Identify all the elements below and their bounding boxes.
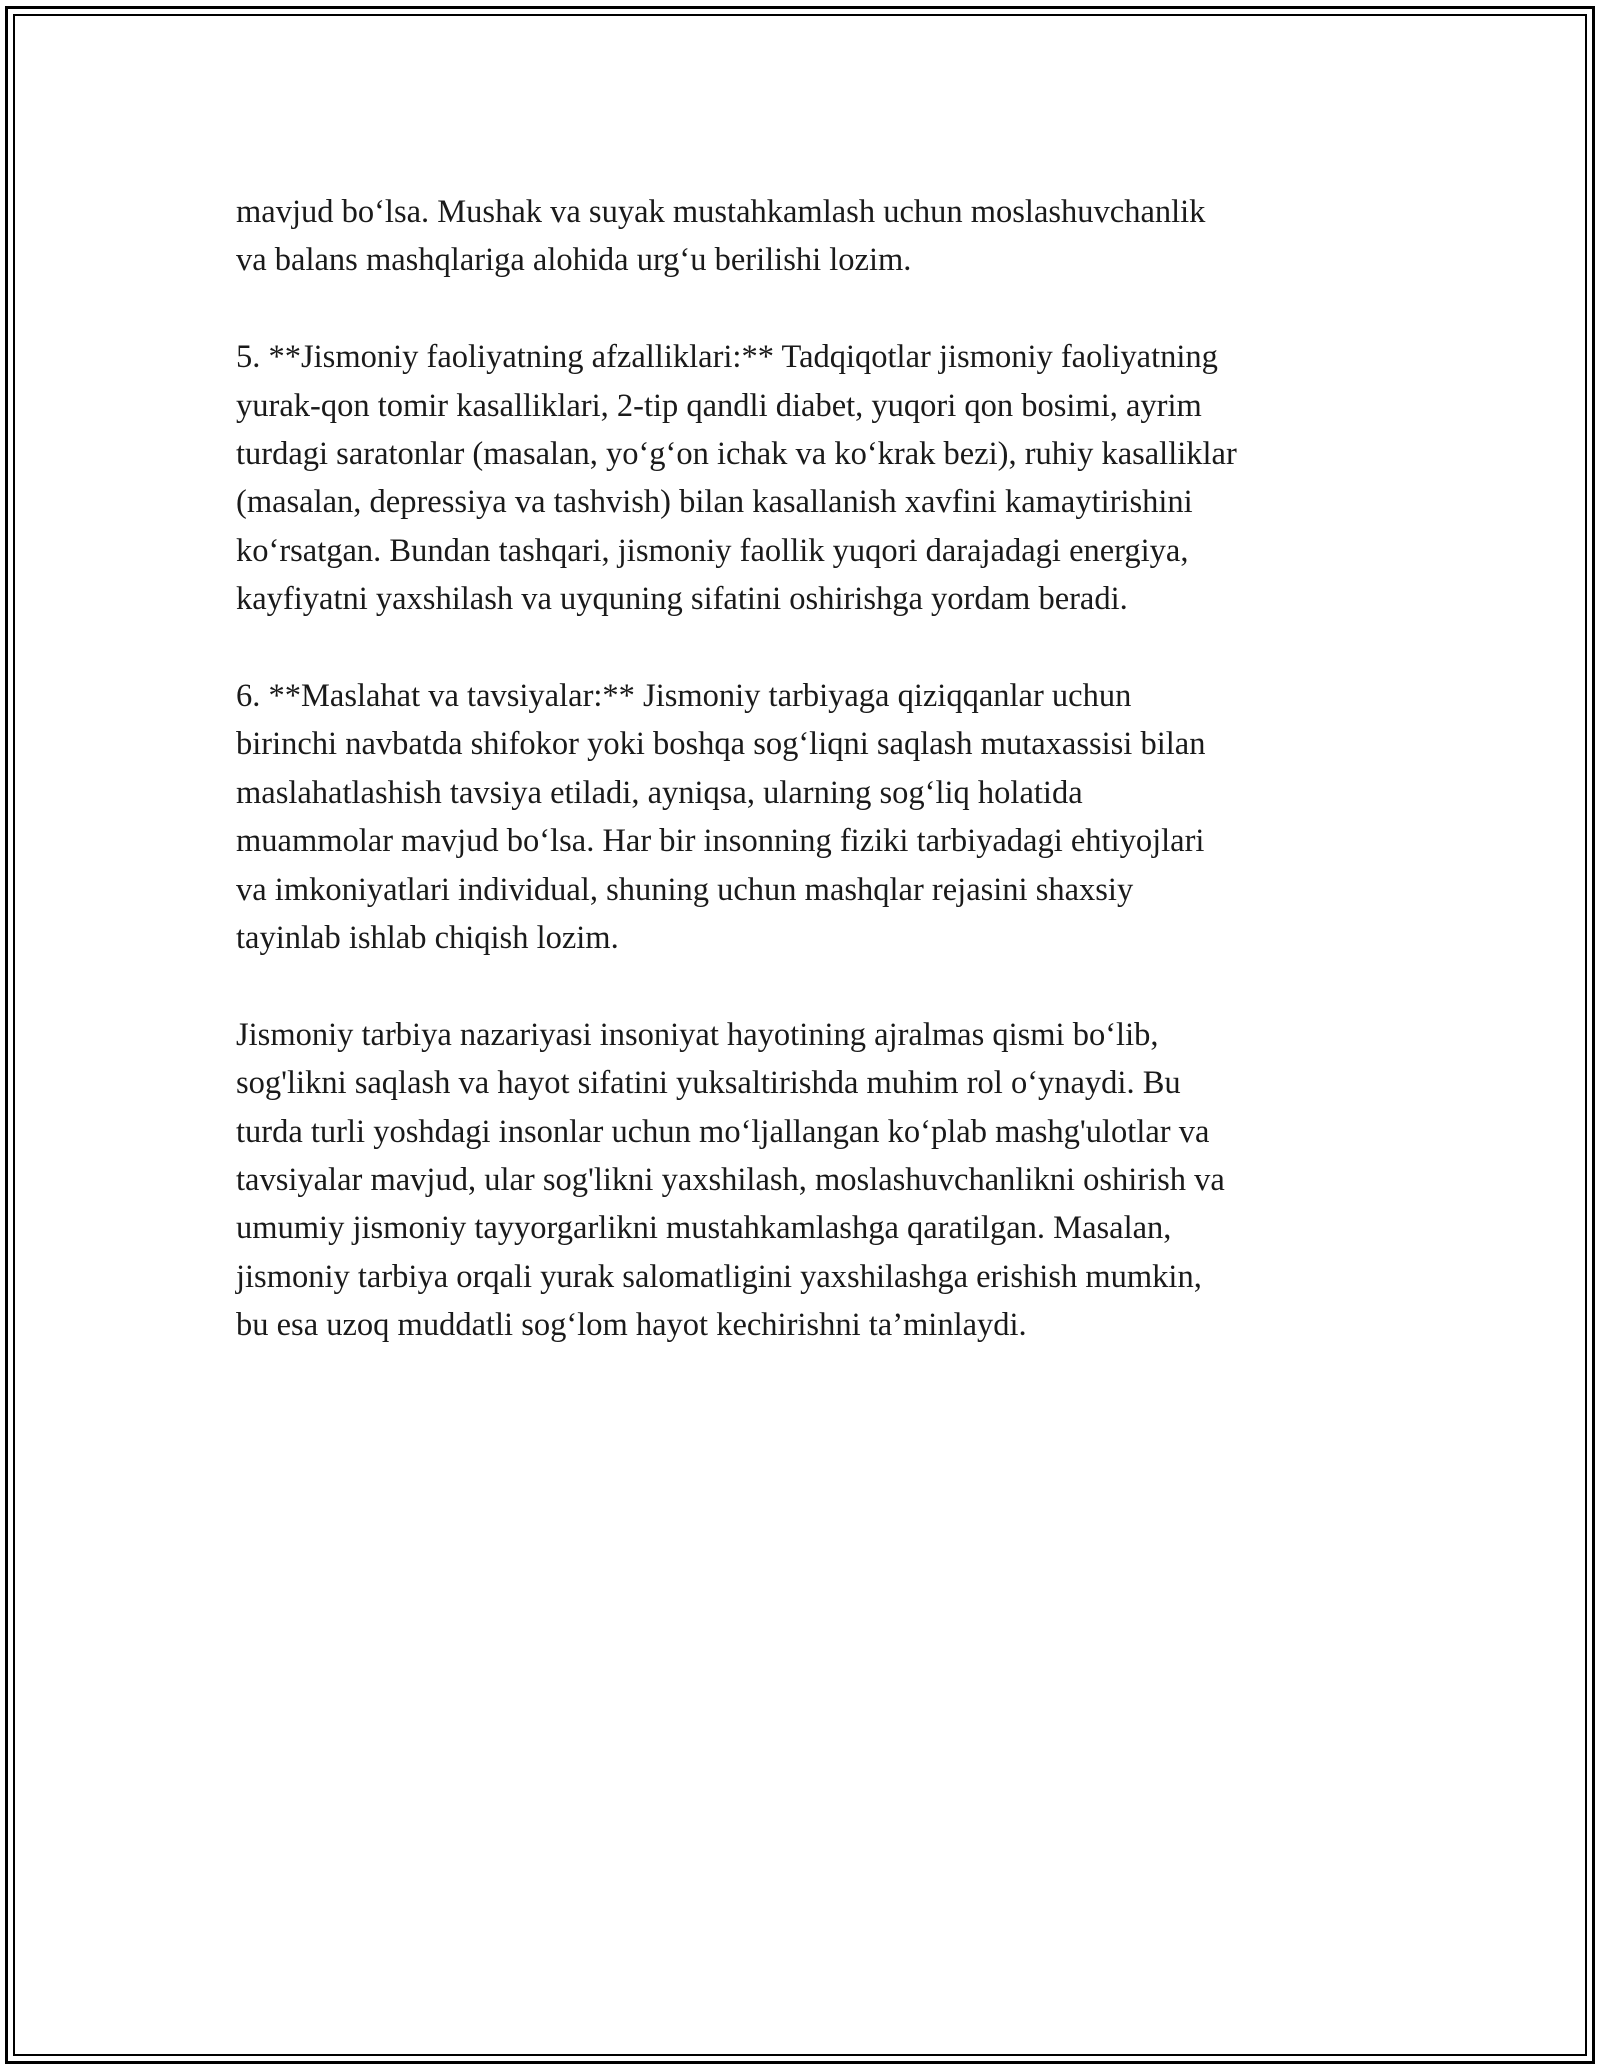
paragraph-item-5 [236,333,1386,623]
text-line: 5. **Jismoniy faoliyatning afzalliklari:** Tadqiqotlar jismoniy faoliyatning [236,339,1218,376]
paragraph-continuation [236,188,1386,285]
text-line: ko‘rsatgan. Bundan tashqari, jismoniy faollik yuqori darajadagi energiya, [236,532,1189,569]
text-line: Jismoniy tarbiya nazariyasi insoniyat hayotining ajralmas qismi bo‘lib, [236,1016,1159,1053]
text-line: tayinlab ishlab chiqish lozim. [236,920,619,957]
text-line: va balans mashqlariga alohida urg‘u berilishi lozim. [236,242,912,279]
text-line: 6. **Maslahat va tavsiyalar:** Jismoniy tarbiyaga qiziqqanlar uchun [236,678,1132,715]
text-line: tavsiyalar mavjud, ular sog'likni yaxshilash, moslashuvchanlikni oshirish va [236,1162,1225,1199]
text-line: jismoniy tarbiya orqali yurak salomatligini yaxshilashga erishish mumkin, [236,1258,1202,1295]
text-line: umumiy jismoniy tayyorgarlikni mustahkamlashga qaratilgan. Masalan, [236,1210,1172,1247]
document-body [236,188,1386,1398]
text-line: birinchi navbatda shifokor yoki boshqa sog‘liqni saqlash mutaxassisi bilan [236,726,1206,763]
text-line: bu esa uzoq muddatli sog‘lom hayot kechirishni ta’minlaydi. [236,1307,1027,1344]
text-line: (masalan, depressiya va tashvish) bilan kasallanish xavfini kamaytirishini [236,484,1193,521]
text-line: kayfiyatni yaxshilash va uyquning sifatini oshirishga yordam beradi. [236,581,1128,618]
text-line: maslahatlashish tavsiya etiladi, ayniqsa, ularning sog‘liq holatida [236,774,1083,811]
text-line: muammolar mavjud bo‘lsa. Har bir insonning fiziki tarbiyadagi ehtiyojlari [236,823,1205,860]
text-line: sog'likni saqlash va hayot sifatini yuksaltirishda muhim rol o‘ynaydi. Bu [236,1065,1181,1102]
paragraph-conclusion [236,1011,1386,1350]
text-line: yurak-qon tomir kasalliklari, 2-tip qandli diabet, yuqori qon bosimi, ayrim [236,387,1202,424]
text-line: turda turli yoshdagi insonlar uchun mo‘ljallangan ko‘plab mashg'ulotlar va [236,1113,1210,1150]
text-line: va imkoniyatlari individual, shuning uchun mashqlar rejasini shaxsiy [236,871,1134,908]
paragraph-item-6 [236,672,1386,962]
text-line: turdagi saratonlar (masalan, yo‘g‘on ichak va ko‘krak bezi), ruhiy kasalliklar [236,436,1237,473]
text-line: mavjud bo‘lsa. Mushak va suyak mustahkamlash uchun moslashuvchanlik [236,194,1206,230]
